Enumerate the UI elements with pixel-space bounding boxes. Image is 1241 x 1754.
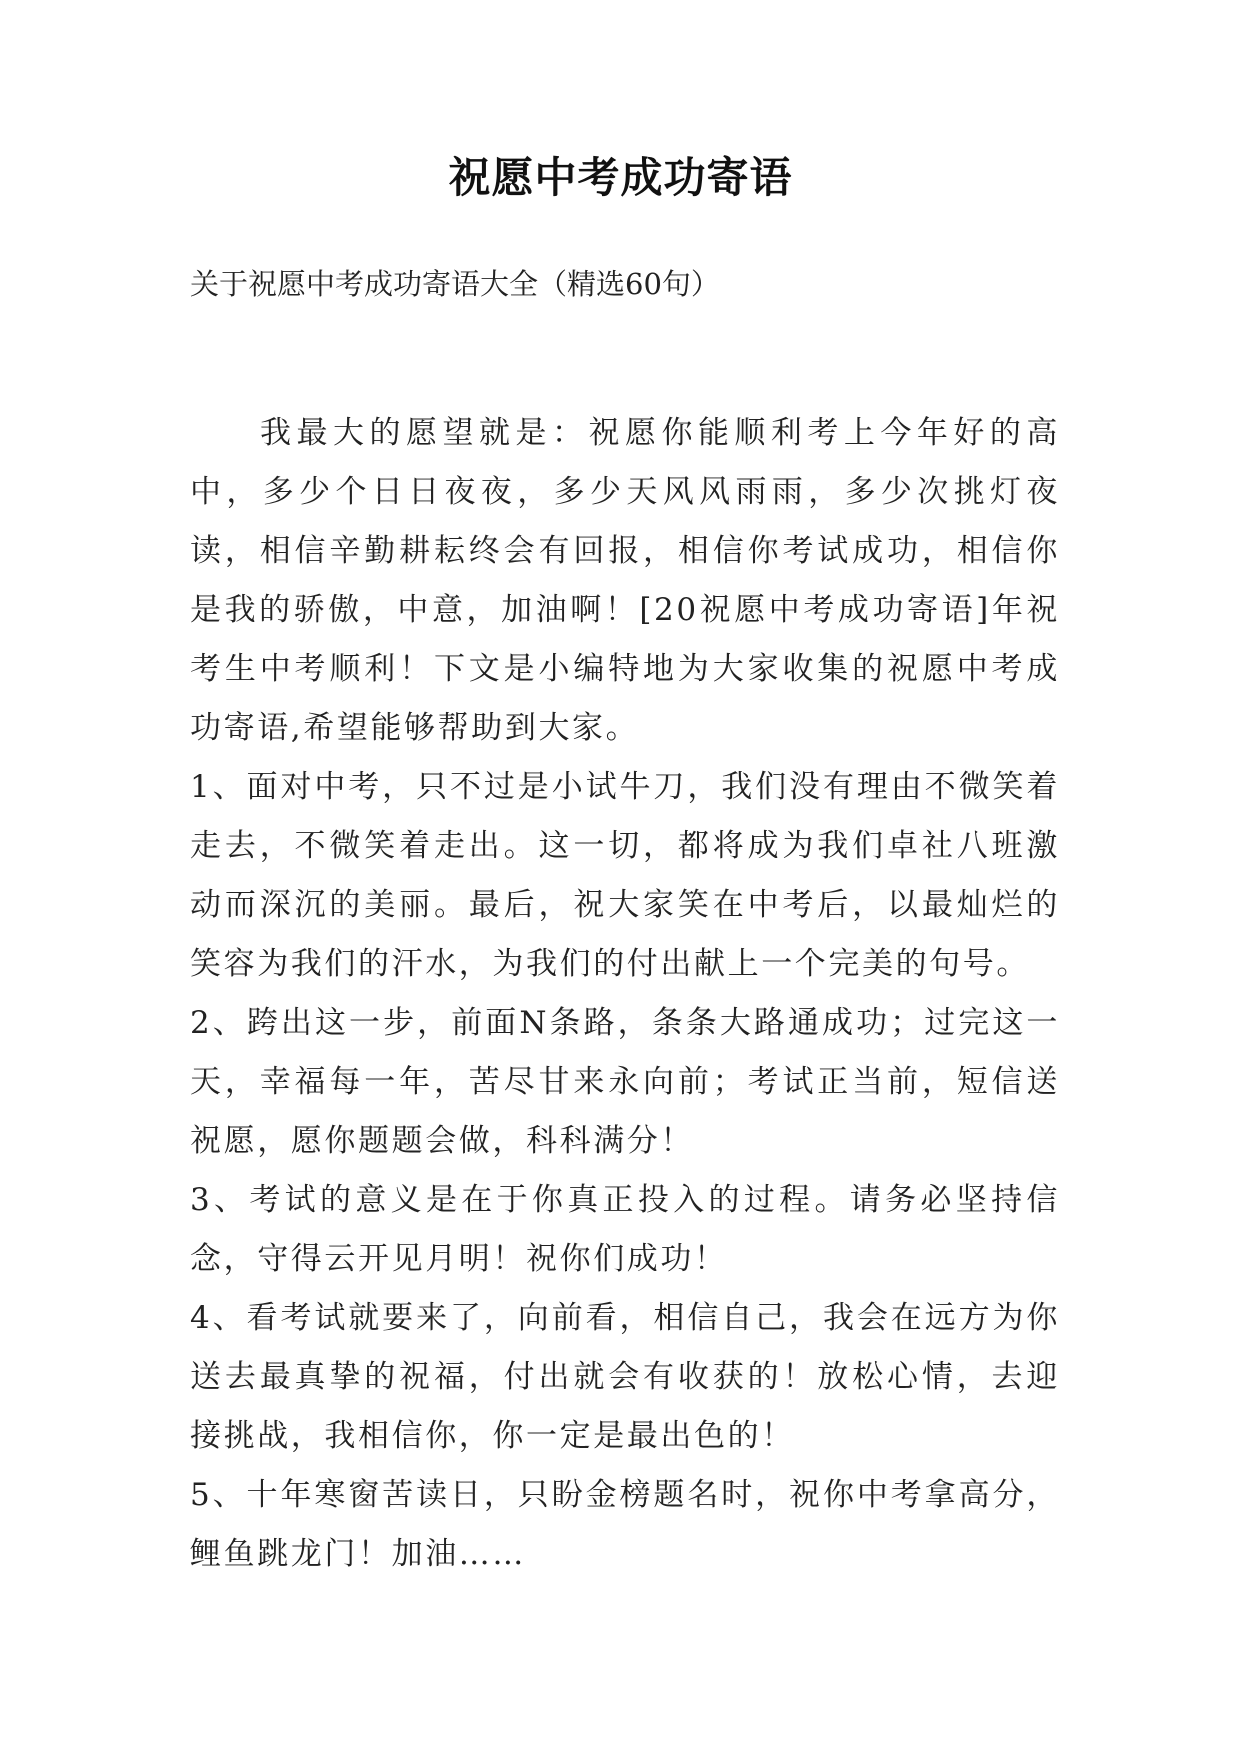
intro-paragraph: 我最大的愿望就是：祝愿你能顺利考上今年好的高中，多少个日日夜夜，多少天风风雨雨，多少次挑灯夜读，相信辛勤耕耘终会有回报，相信你考试成功，相信你是我的骄傲，中意，加油啊！[20祝愿中考成功寄语]年祝考生中考顺利！下文是小编特地为大家收集的祝愿中考成功寄语,希望能够帮助到大家。 [190, 415, 1060, 746]
document-body [190, 404, 1060, 1584]
document-subtitle: 关于祝愿中考成功寄语大全（精选60句） [190, 267, 720, 301]
document-title: 祝愿中考成功寄语 [448, 153, 793, 202]
list-item: 5、十年寒窗苦读日，只盼金榜题名时，祝你中考拿高分，鲤鱼跳龙门！加油…… [190, 1477, 1060, 1572]
list-item: 1、面对中考，只不过是小试牛刀，我们没有理由不微笑着走去，不微笑着走出。这一切，都将成为我们卓社八班激动而深沉的美丽。最后，祝大家笑在中考后，以最灿烂的笑容为我们的汗水，为我们的付出献上一个完美的句号。 [190, 769, 1060, 982]
list-item: 4、看考试就要来了，向前看，相信自己，我会在远方为你送去最真挚的祝福，付出就会有收获的！放松心情，去迎接挑战，我相信你，你一定是最出色的！ [190, 1300, 1060, 1454]
list-item: 2、跨出这一步，前面N条路，条条大路通成功；过完这一天，幸福每一年，苦尽甘来永向前；考试正当前，短信送祝愿，愿你题题会做，科科满分！ [190, 1005, 1060, 1159]
list-item: 3、考试的意义是在于你真正投入的过程。请务必坚持信念，守得云开见月明！祝你们成功！ [190, 1182, 1060, 1277]
